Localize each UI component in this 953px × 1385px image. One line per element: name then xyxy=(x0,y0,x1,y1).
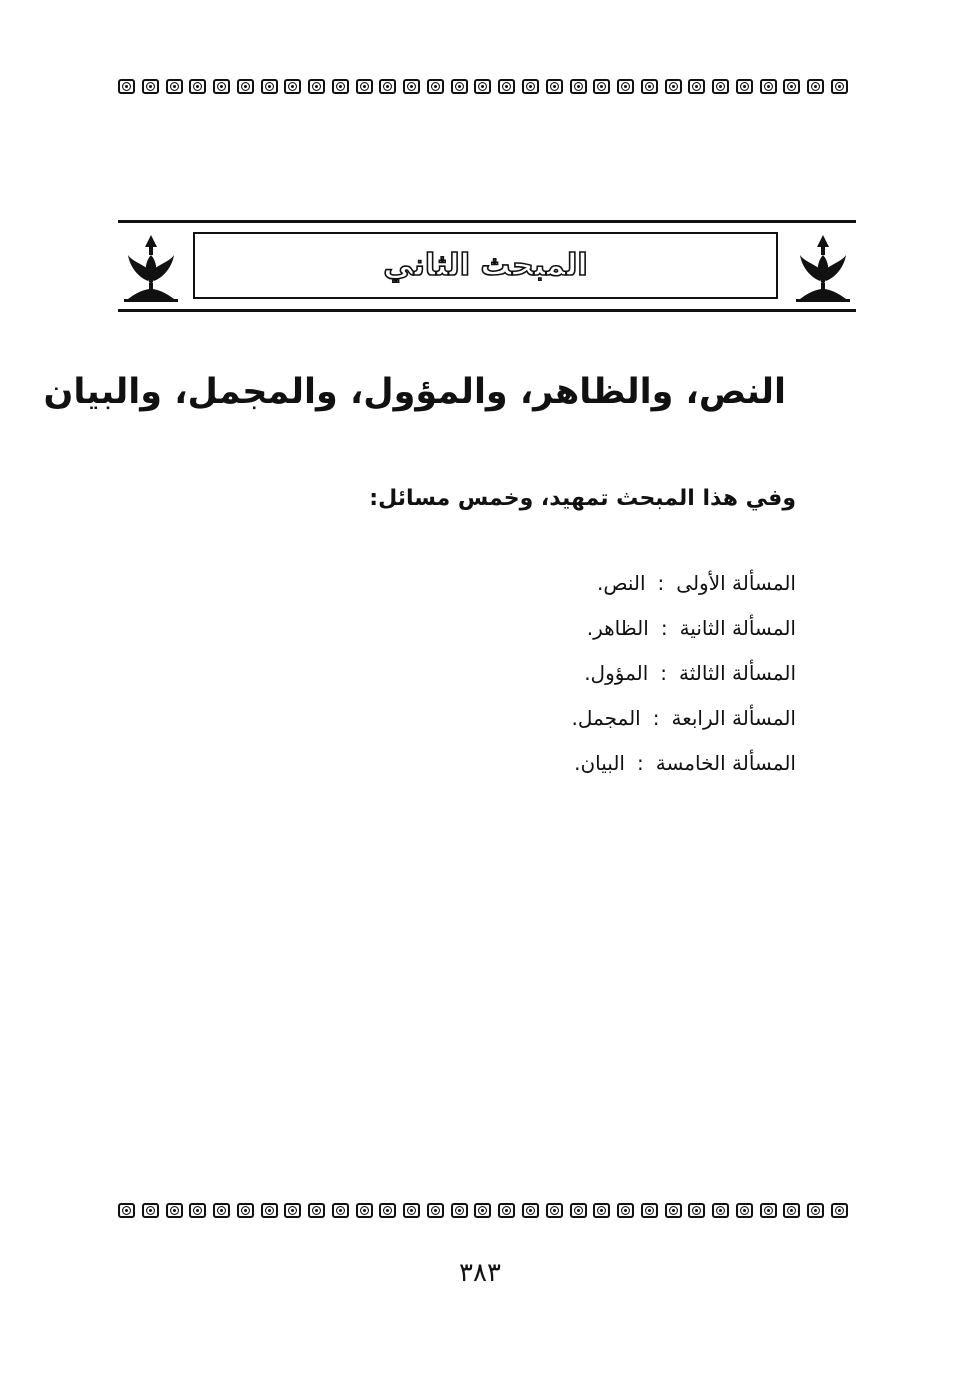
ornament-icon xyxy=(688,79,705,94)
list-item xyxy=(400,650,796,695)
ornament-icon xyxy=(189,79,206,94)
ornament-icon xyxy=(712,1203,729,1218)
ornament-icon xyxy=(213,79,230,94)
ornament-icon xyxy=(332,1203,349,1218)
ornament-icon xyxy=(142,1203,159,1218)
issue-label: المسألة الثانية xyxy=(679,615,796,640)
ornament-icon xyxy=(807,79,824,94)
ornament-icon xyxy=(118,1203,135,1218)
ornament-icon xyxy=(641,1203,658,1218)
top-ornamental-border xyxy=(118,76,848,96)
ornament-icon xyxy=(379,1203,396,1218)
ornament-icon xyxy=(617,1203,634,1218)
ornament-icon xyxy=(261,1203,278,1218)
intro-text: وفي هذا المبحث تمهيد، وخمس مسائل: xyxy=(369,486,796,511)
issue-label: المسألة الثالثة xyxy=(679,660,796,685)
issue-label: المسألة الرابعة xyxy=(671,705,796,730)
ornament-icon xyxy=(213,1203,230,1218)
ornament-icon xyxy=(831,1203,848,1218)
issue-topic: الظاهر. xyxy=(586,615,649,640)
ornament-icon xyxy=(783,79,800,94)
ornament-icon xyxy=(474,1203,491,1218)
issue-label: المسألة الأولى xyxy=(676,570,796,595)
ornament-icon xyxy=(379,79,396,94)
ornament-icon xyxy=(308,79,325,94)
ornament-icon xyxy=(498,79,515,94)
issue-topic: المجمل. xyxy=(571,705,641,730)
ornament-icon xyxy=(474,79,491,94)
ornament-icon xyxy=(665,1203,682,1218)
fleur-de-lis-icon xyxy=(122,233,180,303)
issue-separator: : xyxy=(660,660,668,685)
main-title: النص، والظاهر، والمؤول، والمجمل، والبيان xyxy=(43,372,786,412)
issue-separator: : xyxy=(652,705,660,730)
issues-list xyxy=(400,560,796,785)
ornament-icon xyxy=(284,1203,301,1218)
ornament-icon xyxy=(831,79,848,94)
ornament-icon xyxy=(261,79,278,94)
issue-topic: المؤول. xyxy=(584,660,649,685)
ornament-icon xyxy=(142,79,159,94)
ornament-icon xyxy=(760,1203,777,1218)
ornament-icon xyxy=(783,1203,800,1218)
ornament-icon xyxy=(570,79,587,94)
ornament-icon xyxy=(688,1203,705,1218)
ornament-icon xyxy=(498,1203,515,1218)
ornament-icon xyxy=(451,1203,468,1218)
issue-separator: : xyxy=(636,750,644,775)
ornament-icon xyxy=(736,1203,753,1218)
ornament-icon xyxy=(546,1203,563,1218)
ornament-icon xyxy=(308,1203,325,1218)
ornament-icon xyxy=(237,79,254,94)
ornament-icon xyxy=(641,79,658,94)
page-number: ٣٨٣ xyxy=(459,1258,501,1288)
issue-topic: البيان. xyxy=(574,750,625,775)
ornament-icon xyxy=(427,1203,444,1218)
ornament-icon xyxy=(665,79,682,94)
list-item xyxy=(400,605,796,650)
section-title: المبحث الثاني xyxy=(383,248,588,283)
ornament-icon xyxy=(546,79,563,94)
ornament-icon xyxy=(332,79,349,94)
ornament-icon xyxy=(403,79,420,94)
ornament-icon xyxy=(284,79,301,94)
list-item xyxy=(400,695,796,740)
ornament-icon xyxy=(166,1203,183,1218)
section-header xyxy=(118,220,856,312)
ornament-icon xyxy=(189,1203,206,1218)
fleur-de-lis-icon xyxy=(794,233,852,303)
ornament-icon xyxy=(617,79,634,94)
ornament-icon xyxy=(522,79,539,94)
ornament-icon xyxy=(522,1203,539,1218)
ornament-icon xyxy=(807,1203,824,1218)
ornament-icon xyxy=(736,79,753,94)
issue-label: المسألة الخامسة xyxy=(655,750,796,775)
ornament-icon xyxy=(712,79,729,94)
ornament-icon xyxy=(427,79,444,94)
ornament-icon xyxy=(166,79,183,94)
issue-separator: : xyxy=(660,615,668,640)
ornament-icon xyxy=(760,79,777,94)
section-title-box xyxy=(193,232,778,299)
ornament-icon xyxy=(403,1203,420,1218)
ornament-icon xyxy=(118,79,135,94)
ornament-icon xyxy=(451,79,468,94)
ornament-icon xyxy=(593,79,610,94)
ornament-icon xyxy=(356,1203,373,1218)
issue-topic: النص. xyxy=(596,570,646,595)
ornament-icon xyxy=(237,1203,254,1218)
issue-separator: : xyxy=(657,570,665,595)
list-item xyxy=(400,560,796,605)
ornament-icon xyxy=(570,1203,587,1218)
ornament-icon xyxy=(356,79,373,94)
ornament-icon xyxy=(593,1203,610,1218)
bottom-ornamental-border xyxy=(118,1200,848,1220)
list-item xyxy=(400,740,796,785)
